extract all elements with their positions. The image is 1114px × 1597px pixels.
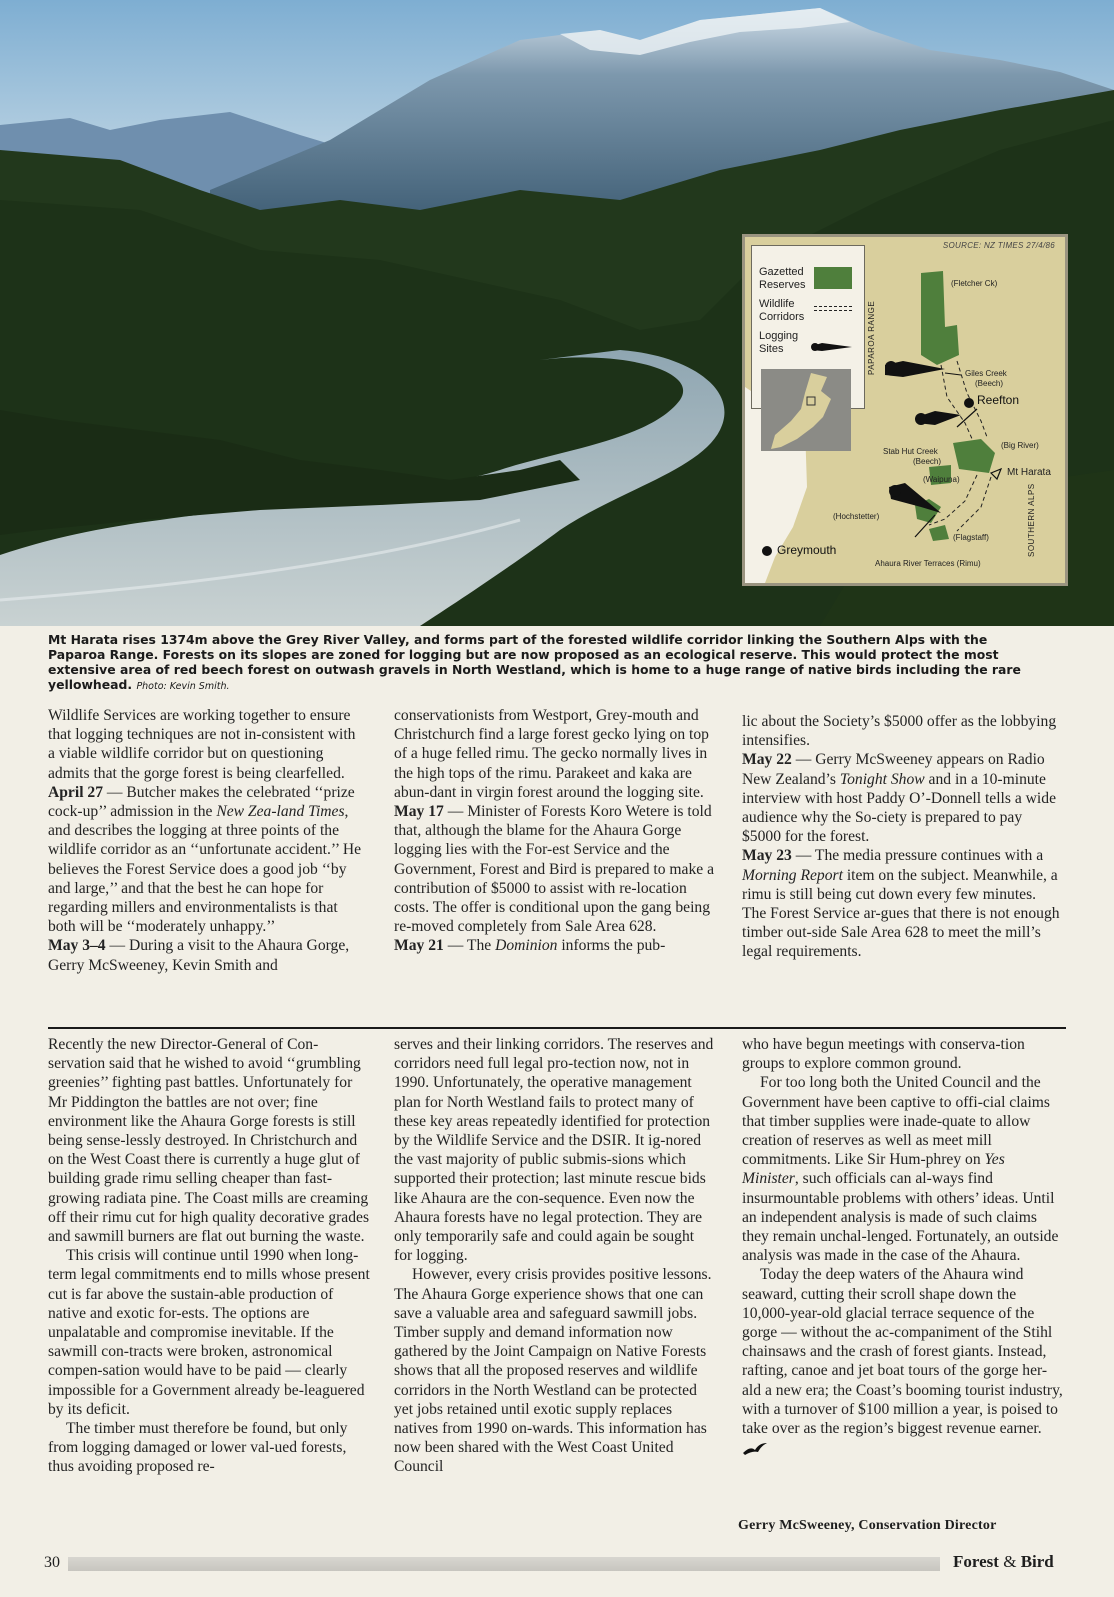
nz-locator-map	[761, 369, 851, 451]
diary-paragraph: conservationists from Westport, Grey-mouth and Christchurch find a large forest gecko lying on top of a huge felled rimu. The gecko normally lives in the high tops of the rimu. Parakeet and kaka are abun-dant in virgin forest around the logging site.	[394, 707, 709, 801]
essay-paragraph: The timber must therefore be found, but only from logging damaged or lower val-ued forests, thus avoiding proposed re-	[48, 1420, 348, 1476]
greymouth-dot	[762, 546, 772, 556]
label-flagstaff: (Flagstaff)	[953, 533, 989, 542]
legend-corridors-line	[814, 306, 852, 307]
essay-paragraph: Recently the new Director-General of Con-servation said that he wished to avoid ‘‘grumbling greenies’’ fighting past battles. Unfortunately for Mr Piddington the battles are not over; fine environment like the Ahaura Gorge forests is still being sense-lessly destroyed. In Christchurch and on the West Coast there is currently a huge glut of building grade rimu selling cheaper than fast-growing radiata pine. The Coast mills are creaming off their rimu cut for high quality decorative grades and sawmill burners are flat out burning the waste.	[48, 1036, 370, 1246]
label-ahaura-terraces: Ahaura River Terraces (Rimu)	[875, 559, 981, 568]
entry-date: May 21	[394, 937, 444, 955]
diary-entry-may21: May 21 — The Dominion informs the pub-	[394, 937, 666, 955]
diary-column-2	[394, 706, 714, 956]
diary-column-1	[48, 706, 366, 975]
label-fletcher: (Fletcher Ck)	[951, 279, 998, 288]
programme-title: Tonight Show	[839, 770, 925, 788]
footer-bar	[68, 1557, 940, 1571]
caption-text: Mt Harata rises 1374m above the Grey River Valley, and forms part of the forested wildlife corridor linking the Southern Alps with the Paparoa Range. Forests on its slopes are zoned for logging but are now proposed as an ecological reserve. This would protect the most extensive area of red beech forest on outwash gravels in North Westland, which is home to a huge range of native birds including the rare yellowhead.	[48, 632, 1021, 692]
legend-logging-label: Logging Sites	[759, 330, 799, 355]
label-giles-creek: Giles Creek	[965, 369, 1007, 378]
label-mt-harata: Mt Harata	[1007, 467, 1051, 478]
author-signature: Gerry McSweeney, Conservation Director	[738, 1518, 997, 1533]
essay-column-1	[48, 1035, 370, 1477]
essay-column-3	[742, 1035, 1064, 1457]
label-reefton: Reefton	[977, 393, 1020, 407]
magazine-title: Forest & Bird	[953, 1552, 1054, 1571]
reefton-dot	[964, 398, 974, 408]
label-waipuna: (Waipuna)	[923, 475, 960, 484]
photo-credit: Photo: Kevin Smith.	[136, 681, 230, 692]
essay-paragraph: This crisis will continue until 1990 when long-term legal commitments end to mills whose present cut is far above the sustain-able production of native and exotic for-ests. The options are unpalatable and compromise inevitable. If the sawmill con-tracts were broken, astronomical compen-sation would have to be paid — clearly impossible for a Government already be-leaguered by its deficit.	[48, 1247, 370, 1418]
essay-paragraph: For too long both the United Council and the Government have been captive to offi-cial claims that timber supplies were inade-quate to allow creation of reserves as well as meet mill commitments. Like Sir Hum-phrey on Yes Minister, such officials can al-ways find insurmountable problems with others’ ideas. Until an independent analysis is made of such claims they remain unchal-lenged. Fortunately, an outside analysis was made in the case of the Ahaura.	[742, 1074, 1059, 1265]
chainsaw-icon	[889, 483, 941, 513]
entry-date: May 17	[394, 803, 444, 821]
chainsaw-icon	[915, 411, 961, 425]
entry-date: May 3–4	[48, 937, 106, 955]
chainsaw-icon	[808, 340, 854, 354]
label-paparoa-range: PAPAROA RANGE	[867, 300, 876, 375]
label-stab-hut: Stab Hut Creek	[883, 447, 938, 456]
diary-entry-may22: May 22 — Gerry McSweeney appears on Radio New Zealand’s Tonight Show and in a 10-minute interview with host Paddy O’-Donnell tells a wide audience why the So-ciety is prepared to pay $5000 for the forest.	[742, 751, 1056, 846]
diary-entry-may3: May 3–4 — During a visit to the Ahaura Gorge, Gerry McSweeney, Kevin Smith and	[48, 937, 350, 974]
reserve-flagstaff	[929, 525, 949, 541]
label-hochstetter: (Hochstetter)	[833, 512, 880, 521]
essay-paragraph: However, every crisis provides positive lessons. The Ahaura Gorge experience shows that one can save a valuable area and safeguard sawmill jobs. Timber supply and demand information now gathered by the Joint Campaign on Native Forests shows that all the proposed reserves and wildlife corridors in the North Westland can be protected yet jobs retained until exotic supply replaces natives from 1990 on-wards. This information has now been shared with the West Coast United Council	[394, 1266, 712, 1476]
diary-entry-may17: May 17 — Minister of Forests Koro Wetere is told that, although the blame for the Ahaura Gorge logging lies with the For-est Service and the Government, Forest and Bird is prepared to make a contribution of $5000 to assist with re-location costs. The offer is conditional upon the gang being re-moved completely from Sale Area 628.	[394, 803, 715, 936]
reserve-big-river	[953, 439, 995, 473]
entry-date: May 22	[742, 751, 792, 769]
label-big-river: (Big River)	[1001, 441, 1039, 450]
diary-column-3	[742, 712, 1060, 962]
essay-paragraph: who have begun meetings with conserva-tion groups to explore common ground.	[742, 1036, 1025, 1073]
mountain-icon	[991, 469, 1001, 479]
publication-title: New Zea-land Times	[216, 803, 345, 821]
legend-reserves-swatch	[814, 267, 852, 289]
programme-title: Morning Report	[742, 866, 843, 884]
photo-caption	[48, 632, 1038, 694]
legend-corridors-label: Wildlife Corridors	[759, 298, 805, 323]
label-southern-alps: SOUTHERN ALPS	[1027, 483, 1036, 557]
programme-title: Yes Minister	[742, 1151, 1005, 1188]
nz-south-island-shape	[771, 373, 831, 449]
legend-reserves-label: Gazetted Reserves	[759, 266, 806, 291]
entry-date: May 23	[742, 847, 792, 865]
essay-paragraph: serves and their linking corridors. The reserves and corridors need full legal pro-tection now, not in 1990. Unfortunately, the operative management plan for North Westland fails to protect many of these key areas repeatedly identified for protection by the Wildlife Service and the DSIR. It ig-nored the vast majority of public submis-sions which supported their protection; last minute rescue bids like Ahaura are the con-sequence. Even now the Ahaura forests have no legal protection. They are only temporarily safe and could again be sought for logging.	[394, 1036, 714, 1265]
publication-title: Dominion	[495, 937, 558, 955]
map-source: SOURCE: NZ TIMES 27/4/86	[942, 241, 1055, 250]
section-divider	[48, 1027, 1066, 1029]
cover-photo	[0, 0, 1114, 626]
diary-paragraph: Wildlife Services are working together to ensure that logging techniques are not in-consistent with a viable wildlife corridor but on questioning admits that the gorge forest is being clearfelled.	[48, 707, 356, 782]
diary-entry-may23: May 23 — The media pressure continues with a Morning Report item on the subject. Meanwhile, a rimu is still being cut down every few minutes. The Forest Service ar-gues that there is not enough timber out-side Sale Area 628 to meet the mill’s legal requirements.	[742, 847, 1060, 961]
diary-entry-apr27: April 27 — Butcher makes the celebrated ‘‘prize cock-up’’ admission in the New Zea-land Times, and describes the logging at three points of the wildlife corridor as an ‘‘unfortunate accident.’’ He believes the Forest Service does a good job ‘‘by and large,’’ and that the best he can hope for regarding millers and environmentalists is that both will be ‘‘moderately unhappy.’’	[48, 783, 362, 936]
page-number: 30	[44, 1554, 60, 1571]
diary-paragraph: lic about the Society’s $5000 offer as the lobbying intensifies.	[742, 713, 1057, 750]
essay-column-2	[394, 1035, 716, 1477]
logging-map	[742, 234, 1068, 586]
label-greymouth: Greymouth	[777, 543, 837, 557]
essay-paragraph: Today the deep waters of the Ahaura wind seaward, cutting their scroll shape down the 10,000-year-old glacial terrace sequence of the gorge — without the ac-companiment of the Stihl chainsaws and the crash of forest giants. Instead, rafting, canoe and jet boat tours of the gorge her-ald a new era; the Coast’s booming tourist industry, with a turnover of $100 million a year, is poised to take over as the region’s biggest revenue earner.	[742, 1265, 1064, 1457]
bird-icon	[742, 1442, 768, 1456]
label-giles-type: (Beech)	[975, 379, 1004, 388]
entry-date: April 27	[48, 783, 104, 801]
label-stab-hut-type: (Beech)	[913, 457, 942, 466]
